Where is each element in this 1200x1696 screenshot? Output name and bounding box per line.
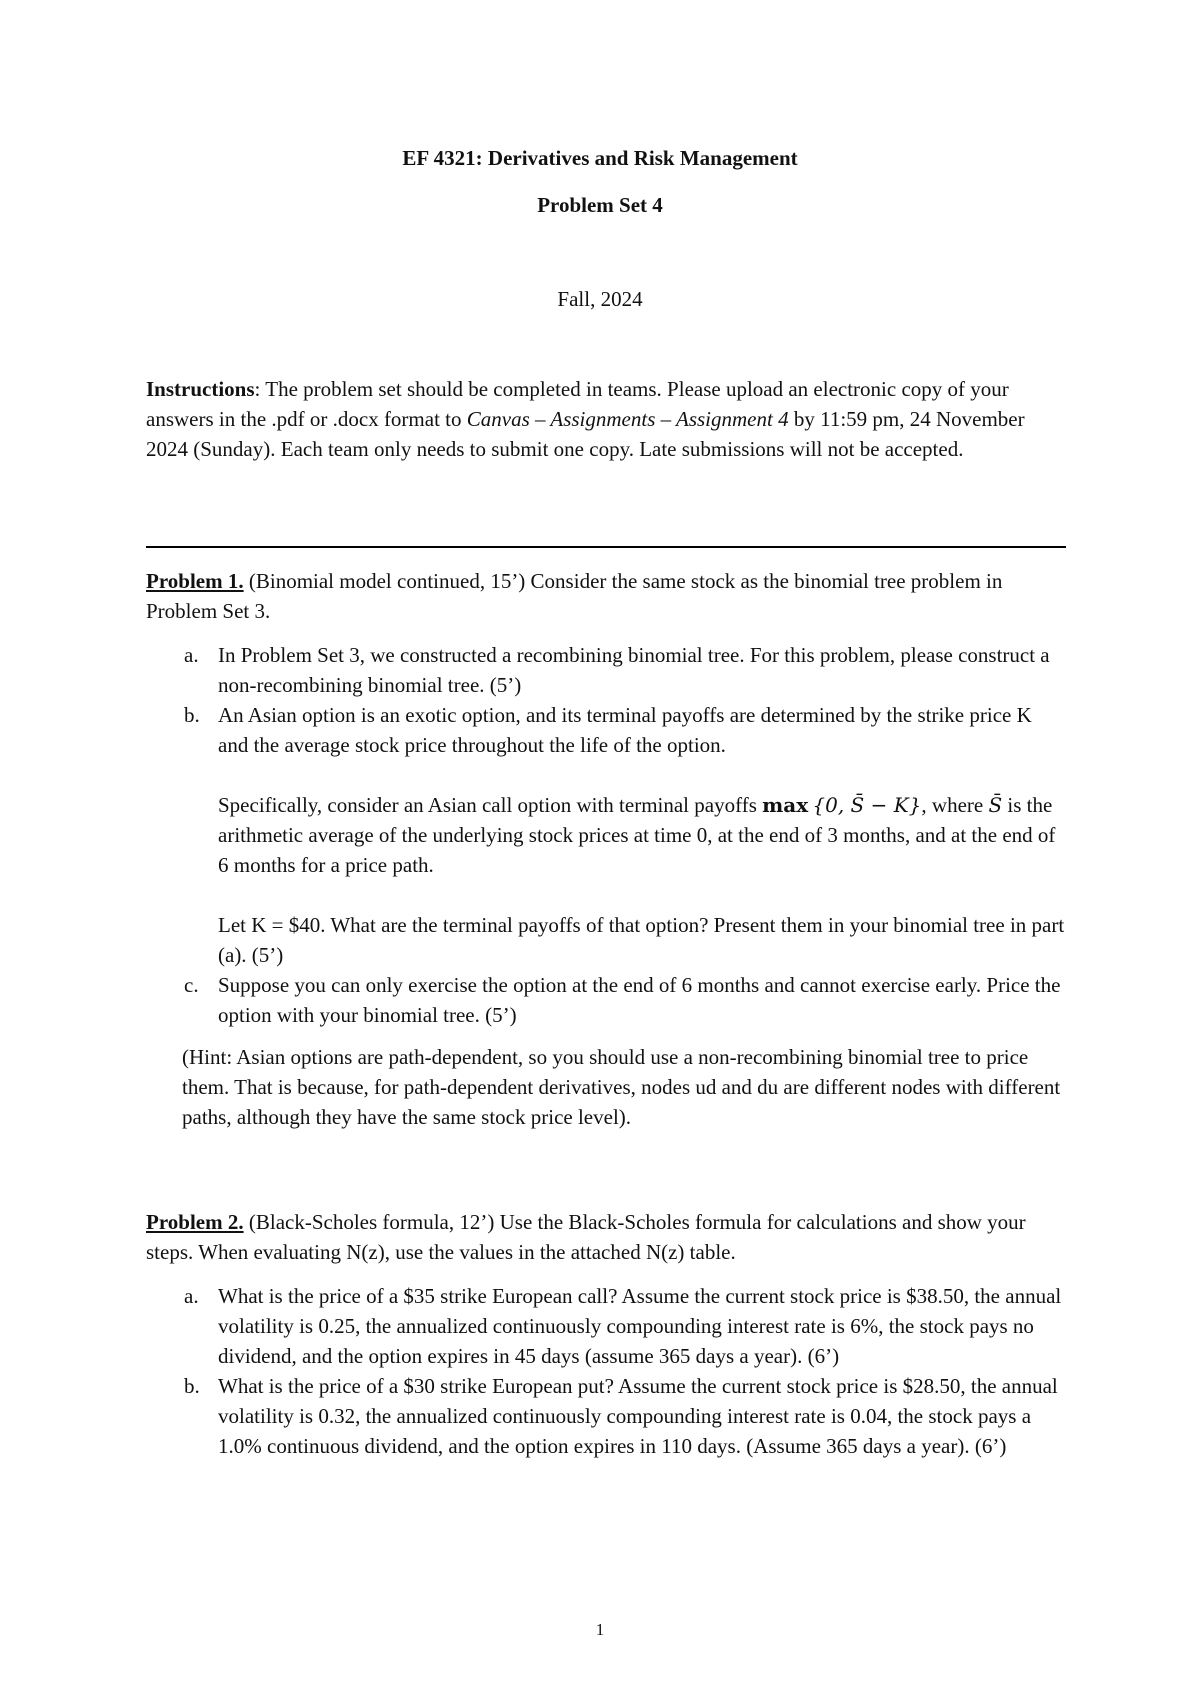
part-c-marker: c. [184,973,199,997]
sbar-symbol: S̄ [988,793,1003,817]
problem-1-part-a [146,640,1066,700]
problem-1-part-c [146,970,1066,1030]
problem-2-intro [146,1207,1066,1267]
part-b-text-2b: , [921,793,927,817]
part-b-text-1: An Asian option is an exotic option, and its terminal payoffs are determined by the strike price K and the average stock price throughout the life of the option. [218,703,1032,757]
part-b-text-3a: where [931,793,989,817]
part-a-text: In Problem Set 3, we constructed a recombining binomial tree. For this problem, please construct a non-recombining binomial tree. (5’) [218,643,1050,697]
submission-destination: Canvas – Assignments – Assignment 4 [466,407,789,431]
p2-part-b-text: What is the price of a $30 strike European put? Assume the current stock price is $28.50, the annual volatility is 0.32, the annualized continuously compounding interest rate is 0.04, the stock pays a 1.0% continuous dividend, and the option expires in 110 days. (Assume 365 days a year). (6’) [218,1374,1058,1458]
problem-1-hint: (Hint: Asian options are path-dependent, so you should use a non-recombining binomial tree to price them. That is because, for path-dependent derivatives, nodes ud and du are different nodes with different paths, although they have the same stock price level). [182,1045,1061,1129]
part-b-marker: b. [184,703,200,727]
section-divider [146,546,1066,548]
problem-1-parts [146,640,1066,1030]
problem-2-intro-text: (Black-Scholes formula, 12’) Use the Black-Scholes formula for calculations and show your steps. When evaluating N(z), use the values in the attached N(z) table. [146,1210,1026,1264]
problem-2-label: Problem 2. [146,1210,244,1234]
part-c-text: Suppose you can only exercise the option at the end of 6 months and cannot exercise early. Price the option with your binomial tree. (5’) [218,973,1061,1027]
payoff-formula: {0, S̄ − K} [812,793,922,817]
part-b-text-4: Let K = $40. What are the terminal payoffs of that option? Present them in your binomial tree in part (a). (5’) [218,913,1065,967]
problem-set-title: Problem Set 4 [537,193,663,217]
instructions-text-1: : The problem set should be completed in teams. Please upload an electronic copy of your answers in the .pdf or .docx format to [146,377,1009,431]
problem-1-label: Problem 1. [146,569,244,593]
instructions-label: Instructions [146,377,255,401]
instructions-text-2: by 11:59 pm, 24 November 2024 (Sunday). Each team only needs to submit one copy. Late submissions will not be accepted. [146,407,1025,461]
payoff-formula-max: max [762,793,809,817]
part-a-marker: a. [184,643,199,667]
term-label: Fall, 2024 [557,287,643,311]
problem-1-part-b [146,700,1066,970]
problem-1 [146,566,1066,1132]
problem-1-intro-text: (Binomial model continued, 15’) Consider the same stock as the binomial tree problem in Problem Set 3. [146,569,1003,623]
p2-part-a-text: What is the price of a $35 strike European call? Assume the current stock price is $38.50, the annual volatility is 0.25, the annualized continuously compounding interest rate is 6%, the stock pays no dividend, and the option expires in 45 days (assume 365 days a year). (6’) [218,1284,1062,1368]
part-b-text-2 [218,790,1066,880]
course-title: EF 4321: Derivatives and Risk Management [402,146,798,170]
part-b-text-2a: Specifically, consider an Asian call option with terminal payoffs [218,793,763,817]
p2-part-a-marker: a. [184,1284,199,1308]
page-number: 1 [595,1620,605,1639]
problem-2-parts [146,1281,1066,1461]
problem-2-part-b [146,1371,1066,1461]
p2-part-b-marker: b. [184,1374,200,1398]
problem-2-part-a [146,1281,1066,1371]
problem-2 [146,1207,1066,1461]
part-b-text-3b: is the arithmetic average of the underlying stock prices at time 0, at the end of 3 months, and at the end of 6 months for a price path. [218,793,1056,877]
problem-1-intro [146,566,1066,626]
instructions-paragraph [146,374,1066,464]
